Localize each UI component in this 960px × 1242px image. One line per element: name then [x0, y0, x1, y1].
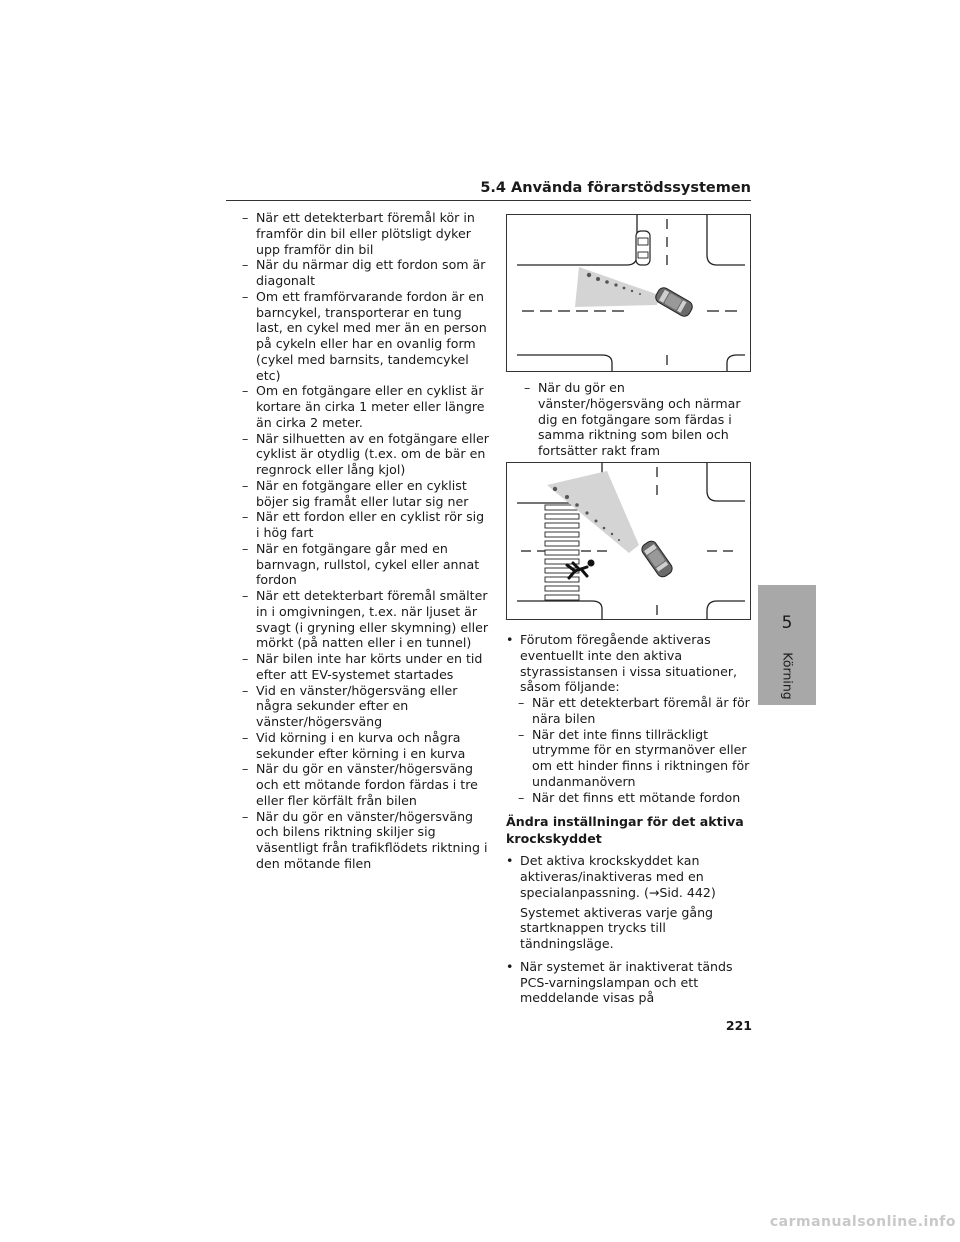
sensor-cone	[575, 267, 659, 307]
sub-item: – När det finns ett mötande fordon	[518, 789, 741, 805]
sub-item: – När det inte finns tillräckligt utrymme för en styrmanöver eller om ett hinder finns i riktningen för undanmanövern	[518, 726, 750, 789]
list-item: – När du närmar dig ett fordon som är diagonalt	[242, 257, 486, 288]
section-heading: Ändra inställningar för det aktiva krockskyddet	[506, 814, 744, 847]
chapter-number: 5	[781, 613, 793, 633]
bullet-item: • Det aktiva krockskyddet kan aktiveras/inaktiveras med en specialanpassning. (→Sid. 442)	[506, 853, 716, 900]
right-column	[506, 632, 756, 1006]
oncoming-car-icon	[636, 231, 650, 265]
intersection-turn-illustration	[506, 214, 751, 372]
intersection-turn-diagram	[507, 215, 750, 371]
list-item: – När en fotgängare eller en cyklist böjer sig framåt eller lutar sig ner	[242, 477, 469, 509]
page-number: 221	[725, 1018, 752, 1033]
crosswalk-stripes	[545, 505, 579, 600]
list-item: – När du gör en vänster/högersväng och ett mötande fordon färdas i tre eller fler körfält från bilen	[242, 761, 478, 808]
crosswalk-diagram	[507, 463, 750, 619]
car-turning-icon	[654, 286, 695, 319]
figure-caption: – När du gör en vänster/högersväng och närmar dig en fotgängare som färdas i samma riktning som bilen och fortsätter rakt fram	[524, 380, 741, 458]
crosswalk-pedestrian-illustration	[506, 462, 751, 620]
list-item: – När en fotgängare går med en barnvagn, rullstol, cykel eller annat fordon	[242, 540, 480, 588]
list-item: – När ett fordon eller en cyklist rör sig i hög fart	[242, 509, 485, 540]
list-item: – Vid en vänster/högersväng eller några sekunder efter en vänster/högersväng	[242, 682, 458, 729]
chapter-label: Körning	[780, 652, 796, 700]
list-item: – Om en fotgängare eller en cyklist är kortare än cirka 1 meter eller längre än cirka 2 meter.	[242, 383, 485, 430]
list-item: – När silhuetten av en fotgängare eller cyklist är otydlig (t.ex. om de bär en regnrock eller lång kjol)	[242, 430, 489, 477]
list-item: – När bilen inte har körts under en tid efter att EV-systemet startades	[242, 651, 483, 682]
sub-item: – När ett detekterbart föremål är för nära bilen	[518, 695, 750, 726]
list-item: – När du gör en vänster/högersväng och bilens riktning skiljer sig väsentligt från trafikflödets riktning i den mötande filen	[242, 808, 488, 871]
bullet-item: • Förutom föregående aktiveras eventuellt inte den aktiva styrassistansen i vissa situationer, såsom följande:	[506, 632, 738, 695]
list-item: – Om ett framförvarande fordon är en barncykel, transporterar en tung last, en cykel med mer än en person på cykeln eller har en ovanlig form (cykel med barnsits, tandemcykel etc)	[242, 288, 487, 383]
left-column	[242, 210, 490, 872]
section-header	[226, 178, 751, 201]
car-turning-icon	[640, 539, 675, 579]
list-item: – Vid körning i en kurva och några sekunder efter körning i en kurva	[242, 729, 466, 761]
list-item: – När ett detekterbart föremål smälter in i omgivningen, t.ex. när ljuset är svagt (i gryning eller skymning) eller mörkt (på natten eller i en tunnel)	[242, 588, 489, 651]
watermark: carmanualsonline.info	[769, 1214, 956, 1230]
section-title: 5.4 Använda förarstödssystemen	[480, 180, 751, 196]
paragraph: Systemet aktiveras varje gång startknappen trycks till tändningsläge.	[520, 904, 714, 951]
bullet-item: • När systemet är inaktiverat tänds PCS-varningslampan och ett meddelande visas på	[506, 958, 733, 1006]
list-item: – När ett detekterbart föremål kör in framför din bil eller plötsligt dyker upp framför din bil	[242, 210, 475, 257]
